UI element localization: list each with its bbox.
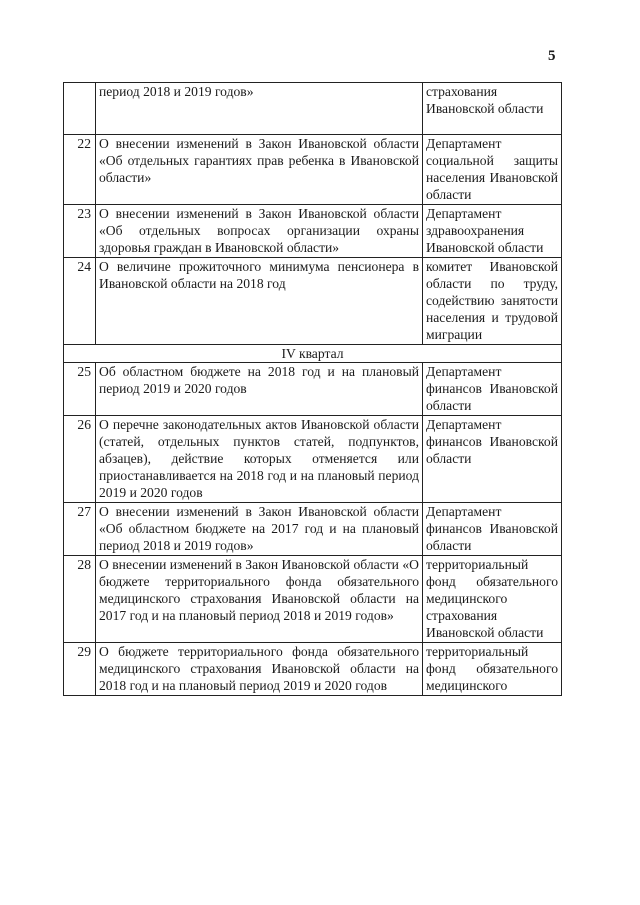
table-row (64, 416, 562, 503)
law-title: Об областном бюджете на 2018 год и на плановый период 2019 и 2020 годов (96, 363, 423, 416)
law-title: О внесении изменений в Закон Ивановской области «Об отдельных гарантиях прав ребенка в Ивановской области» (96, 135, 423, 205)
section-row (64, 345, 562, 363)
responsible-body: комитет Ивановской области по труду, содействию занятости населения и трудовой миграции (423, 258, 562, 345)
legislation-plan-table (63, 82, 562, 696)
page-number: 5 (548, 48, 556, 64)
law-title: период 2018 и 2019 годов» (96, 83, 423, 135)
table-row (64, 135, 562, 205)
table-row (64, 205, 562, 258)
row-number: 22 (64, 135, 96, 205)
row-number: 28 (64, 556, 96, 643)
law-title: О внесении изменений в Закон Ивановской области «Об отдельных вопросах организации охраны здоровья граждан в Ивановской области» (96, 205, 423, 258)
responsible-body: страхования Ивановской области (423, 83, 562, 135)
responsible-body: Департамент финансов Ивановской области (423, 363, 562, 416)
responsible-body: Департамент здравоохранения Ивановской области (423, 205, 562, 258)
row-number (64, 83, 96, 135)
table-row (64, 363, 562, 416)
responsible-body: Департамент финансов Ивановской области (423, 416, 562, 503)
law-title: О величине прожиточного минимума пенсионера в Ивановской области на 2018 год (96, 258, 423, 345)
table-row (64, 503, 562, 556)
law-title: О внесении изменений в Закон Ивановской области «О бюджете территориального фонда обязательного медицинского страхования Ивановской области на 2017 год и на плановый период 2018 и 2019 годов» (96, 556, 423, 643)
law-title: О внесении изменений в Закон Ивановской области «Об областном бюджете на 2017 год и на плановый период 2018 и 2019 годов» (96, 503, 423, 556)
row-number: 29 (64, 643, 96, 696)
row-number: 26 (64, 416, 96, 503)
row-number: 23 (64, 205, 96, 258)
table-row (64, 556, 562, 643)
responsible-body: территориальный фонд обязательного медицинского (423, 643, 562, 696)
law-title: О бюджете территориального фонда обязательного медицинского страхования Ивановской области на 2018 год и на плановый период 2019 и 2020 годов (96, 643, 423, 696)
responsible-body: территориальный фонд обязательного медицинского страхования Ивановской области (423, 556, 562, 643)
responsible-body: Департамент социальной защиты населения Ивановской области (423, 135, 562, 205)
table-row (64, 83, 562, 135)
row-number: 25 (64, 363, 96, 416)
table-row (64, 643, 562, 696)
section-header-quarter: IV квартал (64, 345, 562, 363)
law-title: О перечне законодательных актов Ивановской области (статей, отдельных пунктов статей, подпунктов, абзацев), действие которых отменяется или приостанавливается на 2018 год и на плановый период 2019 и 2020 годов (96, 416, 423, 503)
table-row (64, 258, 562, 345)
row-number: 24 (64, 258, 96, 345)
responsible-body: Департамент финансов Ивановской области (423, 503, 562, 556)
row-number: 27 (64, 503, 96, 556)
